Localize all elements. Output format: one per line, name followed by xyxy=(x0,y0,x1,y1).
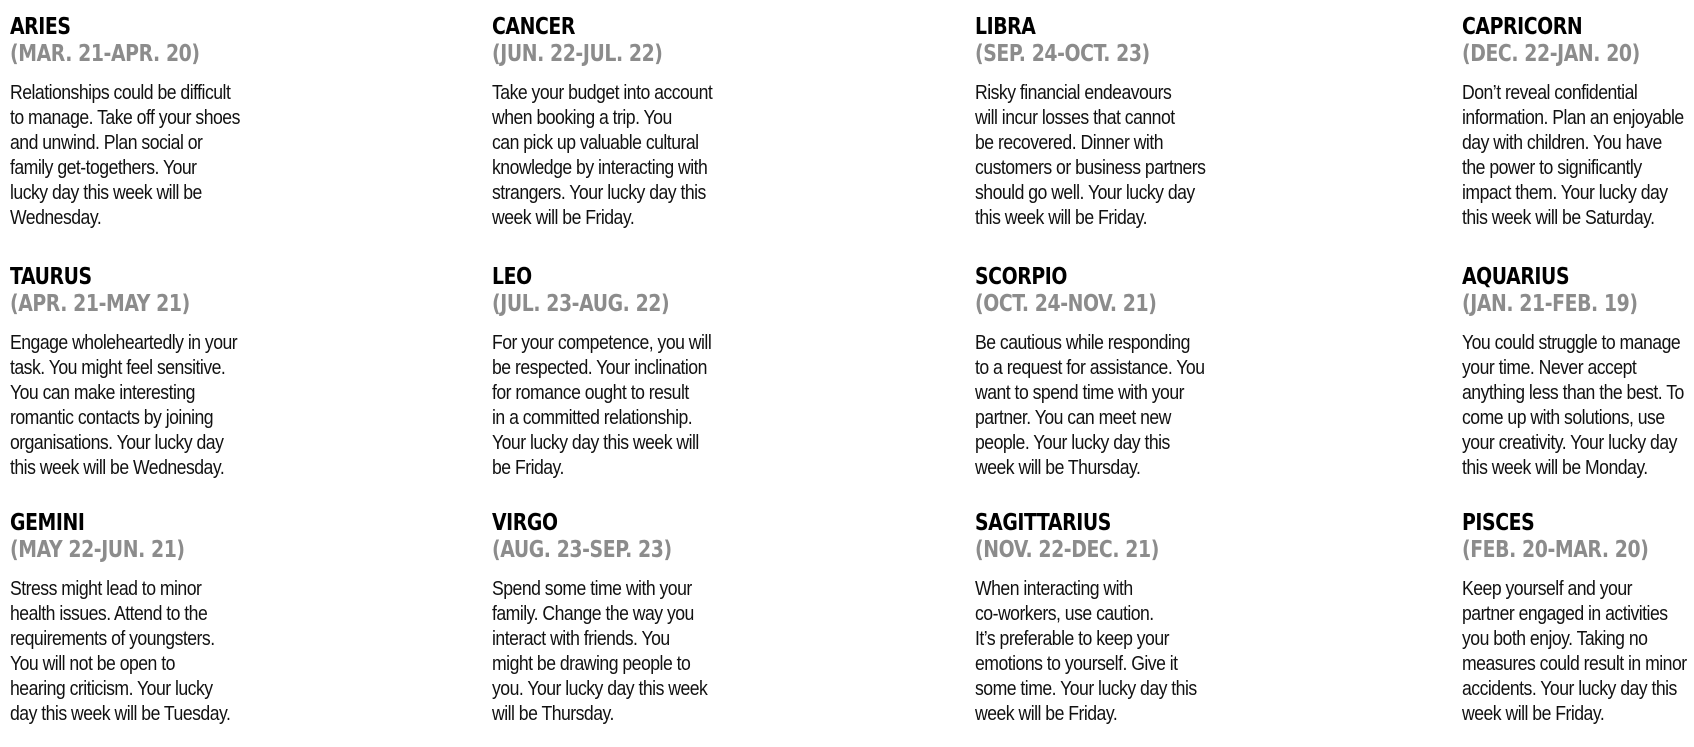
text-line: organisations. Your lucky day xyxy=(10,431,224,454)
text-line: impact them. Your lucky day xyxy=(1462,181,1668,204)
horoscope-entry-cancer xyxy=(492,14,792,230)
sign-name: CANCER xyxy=(492,14,576,40)
text-line: Take your budget into account xyxy=(492,81,713,104)
horoscope-entry-scorpio xyxy=(975,264,1275,480)
text-line: For your competence, you will xyxy=(492,331,712,354)
horoscope-text xyxy=(1462,330,1694,480)
horoscope-entry-virgo xyxy=(492,510,792,726)
text-line: partner engaged in activities xyxy=(1462,602,1668,625)
text-line: to manage. Take off your shoes xyxy=(10,106,240,129)
sign-name: LEO xyxy=(492,264,532,290)
sign-name: ARIES xyxy=(10,14,71,40)
sign-dates: (JUL. 23-AUG. 22) xyxy=(492,291,670,317)
text-line: be recovered. Dinner with xyxy=(975,131,1163,154)
horoscope-text xyxy=(975,330,1224,480)
text-line: interact with friends. You xyxy=(492,627,670,650)
text-line: when booking a trip. You xyxy=(492,106,672,129)
text-line: will incur losses that cannot xyxy=(975,106,1175,129)
text-line: measures could result in minor xyxy=(1462,652,1687,675)
text-line: romantic contacts by joining xyxy=(10,406,214,429)
text-line: Be cautious while responding xyxy=(975,331,1190,354)
horoscope-entry-aquarius xyxy=(1462,264,1694,480)
text-line: accidents. Your lucky day this xyxy=(1462,677,1677,700)
text-line: family. Change the way you xyxy=(492,602,694,625)
sign-name: LIBRA xyxy=(975,14,1036,40)
text-line: be Friday. xyxy=(492,456,564,479)
text-line: Keep yourself and your xyxy=(1462,577,1632,600)
text-line: want to spend time with your xyxy=(975,381,1184,404)
text-line: Engage wholeheartedly in your xyxy=(10,331,238,354)
text-line: Risky financial endeavours xyxy=(975,81,1172,104)
text-line: Relationships could be difficult xyxy=(10,81,231,104)
text-line: day this week will be Tuesday. xyxy=(10,702,231,725)
sign-dates: (DEC. 22-JAN. 20) xyxy=(1462,41,1640,67)
text-line: week will be Friday. xyxy=(1462,702,1605,725)
text-line: It’s preferable to keep your xyxy=(975,627,1169,650)
text-line: Spend some time with your xyxy=(492,577,692,600)
text-line: be respected. Your inclination xyxy=(492,356,707,379)
horoscope-entry-aries xyxy=(10,14,310,230)
text-line: Don’t reveal confidential xyxy=(1462,81,1638,104)
horoscope-entry-taurus xyxy=(10,264,310,480)
text-line: anything less than the best. To xyxy=(1462,381,1684,404)
text-line: might be drawing people to xyxy=(492,652,691,675)
sign-dates: (NOV. 22-DEC. 21) xyxy=(975,537,1159,563)
text-line: knowledge by interacting with xyxy=(492,156,708,179)
horoscope-text xyxy=(975,80,1224,230)
sign-dates: (AUG. 23-SEP. 23) xyxy=(492,537,672,563)
sign-dates: (JAN. 21-FEB. 19) xyxy=(1462,291,1638,317)
text-line: this week will be Saturday. xyxy=(1462,206,1655,229)
text-line: Stress might lead to minor xyxy=(10,577,202,600)
horoscope-text xyxy=(1462,80,1694,230)
text-line: this week will be Wednesday. xyxy=(10,456,225,479)
horoscope-entry-libra xyxy=(975,14,1275,230)
horoscope-entry-capricorn xyxy=(1462,14,1694,230)
text-line: strangers. Your lucky day this xyxy=(492,181,706,204)
text-line: You will not be open to xyxy=(10,652,175,675)
horoscope-text xyxy=(10,576,259,726)
text-line: for romance ought to result xyxy=(492,381,689,404)
sign-dates: (JUN. 22-JUL. 22) xyxy=(492,41,663,67)
sign-name: VIRGO xyxy=(492,510,558,536)
sign-dates: (MAY 22-JUN. 21) xyxy=(10,537,185,563)
sign-name: TAURUS xyxy=(10,264,92,290)
sign-dates: (SEP. 24-OCT. 23) xyxy=(975,41,1150,67)
text-line: you. Your lucky day this week xyxy=(492,677,708,700)
text-line: the power to significantly xyxy=(1462,156,1642,179)
text-line: information. Plan an enjoyable xyxy=(1462,106,1684,129)
text-line: and unwind. Plan social or xyxy=(10,131,203,154)
text-line: Your lucky day this week will xyxy=(492,431,699,454)
horoscope-text xyxy=(492,80,741,230)
text-line: week will be Friday. xyxy=(975,702,1118,725)
text-line: co-workers, use caution. xyxy=(975,602,1154,625)
sign-name: CAPRICORN xyxy=(1462,14,1583,40)
sign-dates: (FEB. 20-MAR. 20) xyxy=(1462,537,1649,563)
horoscope-text xyxy=(492,330,741,480)
text-line: task. You might feel sensitive. xyxy=(10,356,226,379)
sign-name: AQUARIUS xyxy=(1462,264,1570,290)
text-line: customers or business partners xyxy=(975,156,1206,179)
horoscope-text xyxy=(975,576,1224,726)
text-line: Wednesday. xyxy=(10,206,102,229)
text-line: your creativity. Your lucky day xyxy=(1462,431,1677,454)
sign-name: SAGITTARIUS xyxy=(975,510,1111,536)
text-line: your time. Never accept xyxy=(1462,356,1637,379)
sign-dates: (MAR. 21-APR. 20) xyxy=(10,41,200,67)
text-line: You could struggle to manage xyxy=(1462,331,1681,354)
sign-name: PISCES xyxy=(1462,510,1535,536)
text-line: some time. Your lucky day this xyxy=(975,677,1197,700)
horoscope-entry-leo xyxy=(492,264,792,480)
text-line: can pick up valuable cultural xyxy=(492,131,699,154)
text-line: hearing criticism. Your lucky xyxy=(10,677,213,700)
text-line: week will be Thursday. xyxy=(975,456,1141,479)
horoscope-text xyxy=(492,576,741,726)
text-line: lucky day this week will be xyxy=(10,181,202,204)
text-line: day with children. You have xyxy=(1462,131,1662,154)
sign-name: SCORPIO xyxy=(975,264,1067,290)
sign-dates: (OCT. 24-NOV. 21) xyxy=(975,291,1157,317)
text-line: come up with solutions, use xyxy=(1462,406,1665,429)
sign-dates: (APR. 21-MAY 21) xyxy=(10,291,190,317)
horoscope-entry-gemini xyxy=(10,510,310,726)
text-line: you both enjoy. Taking no xyxy=(1462,627,1648,650)
sign-name: GEMINI xyxy=(10,510,85,536)
text-line: in a committed relationship. xyxy=(492,406,693,429)
horoscope-text xyxy=(10,80,259,230)
text-line: should go well. Your lucky day xyxy=(975,181,1195,204)
text-line: will be Thursday. xyxy=(492,702,614,725)
horoscope-text xyxy=(1462,576,1694,726)
text-line: requirements of youngsters. xyxy=(10,627,215,650)
text-line: You can make interesting xyxy=(10,381,195,404)
text-line: this week will be Friday. xyxy=(975,206,1147,229)
text-line: this week will be Monday. xyxy=(1462,456,1648,479)
text-line: week will be Friday. xyxy=(492,206,635,229)
text-line: to a request for assistance. You xyxy=(975,356,1205,379)
text-line: partner. You can meet new xyxy=(975,406,1171,429)
horoscope-text xyxy=(10,330,259,480)
text-line: When interacting with xyxy=(975,577,1133,600)
horoscope-entry-sagittarius xyxy=(975,510,1275,726)
text-line: emotions to yourself. Give it xyxy=(975,652,1178,675)
text-line: health issues. Attend to the xyxy=(10,602,208,625)
horoscope-entry-pisces xyxy=(1462,510,1694,726)
text-line: people. Your lucky day this xyxy=(975,431,1170,454)
text-line: family get-togethers. Your xyxy=(10,156,197,179)
